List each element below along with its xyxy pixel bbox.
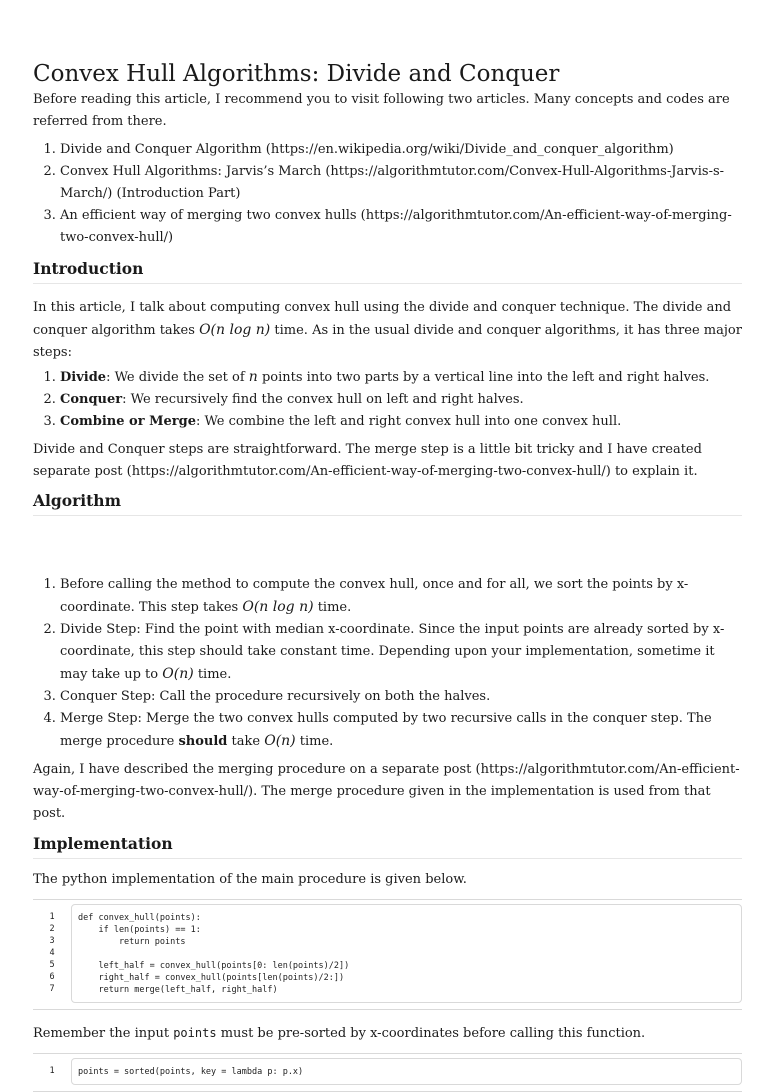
introduction-heading: Introduction [33,259,742,284]
code-line [78,948,735,960]
list-item [60,619,742,686]
algorithm-closing: Again, I have described the merging procedure on a separate post (https://algorithmtutor.com/An-efficient-way-of-merging-two-convex-hull/). The merge procedure given in the implementation is used from that post. [33,762,740,821]
list-item [60,686,742,708]
list-item[interactable]: 3. An efficient way of merging two convex hulls (https://algorithmtutor.com/An-efficient-way-of-merging-two-convex-hull/) [60,205,742,249]
text: Remember the input [33,1026,170,1041]
text: take [231,734,261,749]
text: time. [317,600,352,615]
line-number: 6 [49,972,55,982]
code-line: if len(points) == 1: [78,925,201,935]
text: Merge Step: Merge the two convex hulls computed by two recursive calls in the conquer step. The merge procedure [60,711,712,749]
list-item [60,574,742,619]
list-item [60,708,742,753]
math-expression: n [248,369,258,385]
step-term: Combine or Merge [60,414,196,429]
intro-paragraph: Before reading this article, I recommend you to visit following two articles. Many concepts and codes are referred from there. [33,92,730,129]
implementation-heading: Implementation [33,834,742,859]
code-line: right_half = convex_hull(points[len(points)/2:]) [78,973,345,983]
code-line: points = sorted(points, key = lambda p: p.x) [78,1067,304,1077]
step-term: Divide [60,370,107,385]
math-expression: O(n log n) [242,599,314,615]
text: : We divide the set of [106,370,245,385]
text: must be pre-sorted by x-coordinates before calling this function. [220,1026,646,1041]
page-title: Convex Hull Algorithms: Divide and Conquer [33,61,560,87]
text: Divide Step: Find the point with median x-coordinate. Since the input points are already sorted by x-coordinate, this step should take constant time. Depending upon your implementation, sometime it may take up to [60,622,725,682]
text: time. [299,734,334,749]
code-line: def convex_hull(points): [78,913,201,923]
spacer [33,516,742,574]
list-item[interactable]: 1. Divide and Conquer Algorithm (https://en.wikipedia.org/wiki/Divide_and_conquer_algorithm) [60,139,742,161]
math-expression: O(n log n) [199,322,271,338]
line-numbers [33,1058,71,1085]
emphasis: should [178,734,228,749]
code-content[interactable] [71,1058,742,1085]
list-item[interactable]: 2. Convex Hull Algorithms: Jarvis’s March (https://algorithmtutor.com/Convex-Hull-Algorithms-Jarvis-s-March/) (Introduction Part) [60,161,742,205]
code-line: return points [78,937,186,947]
introduction-paragraph [33,297,742,364]
references-list [33,139,742,249]
text: Before calling the method to compute the convex hull, once and for all, we sort the points by x-coordinate. This step takes [60,577,689,615]
implementation-note [33,1022,742,1045]
algorithm-heading: Algorithm [33,491,742,516]
text: In this article, I talk about computing convex hull using the divide and conquer technique. The divide and conquer algorithm takes [33,300,732,338]
line-number: 5 [49,960,55,970]
line-number: 3 [49,936,55,946]
introduction-closing: Divide and Conquer steps are straightforward. The merge step is a little bit tricky and I have created separate post (https://algorithmtutor.com/An-efficient-way-of-merging-two-convex-hull/) to explain it. [33,442,702,479]
list-item [60,366,742,389]
step-term: Conquer [60,392,123,407]
code-block [33,899,742,1010]
code-block-sort [33,1053,742,1092]
line-numbers [33,904,71,1003]
steps-list [33,366,742,433]
list-item [60,389,742,411]
text: : We combine the left and right convex hull into one convex hull. [195,414,622,429]
text: time. [197,667,232,682]
line-number: 1 [49,1066,55,1076]
algorithm-steps-list [33,574,742,753]
text: time. As in the usual divide and conquer algorithms, it has three major steps: [33,323,742,360]
code-line: left_half = convex_hull(points[0: len(points)/2]) [78,961,350,971]
line-number: 1 [49,912,55,922]
code-line: return merge(left_half, right_half) [78,985,278,995]
line-number: 4 [49,948,55,958]
text: points into two parts by a vertical line into the left and right halves. [261,370,710,385]
text: Conquer Step: Call the procedure recursively on both the halves. [60,689,491,704]
inline-code: points [173,1026,217,1040]
text: : We recursively find the convex hull on left and right halves. [122,392,524,407]
code-content[interactable] [71,904,742,1003]
math-expression: O(n) [162,666,194,682]
line-number: 2 [49,924,55,934]
implementation-intro: The python implementation of the main procedure is given below. [33,872,467,887]
math-expression: O(n) [264,733,296,749]
line-number: 7 [49,984,55,994]
list-item [60,411,742,433]
